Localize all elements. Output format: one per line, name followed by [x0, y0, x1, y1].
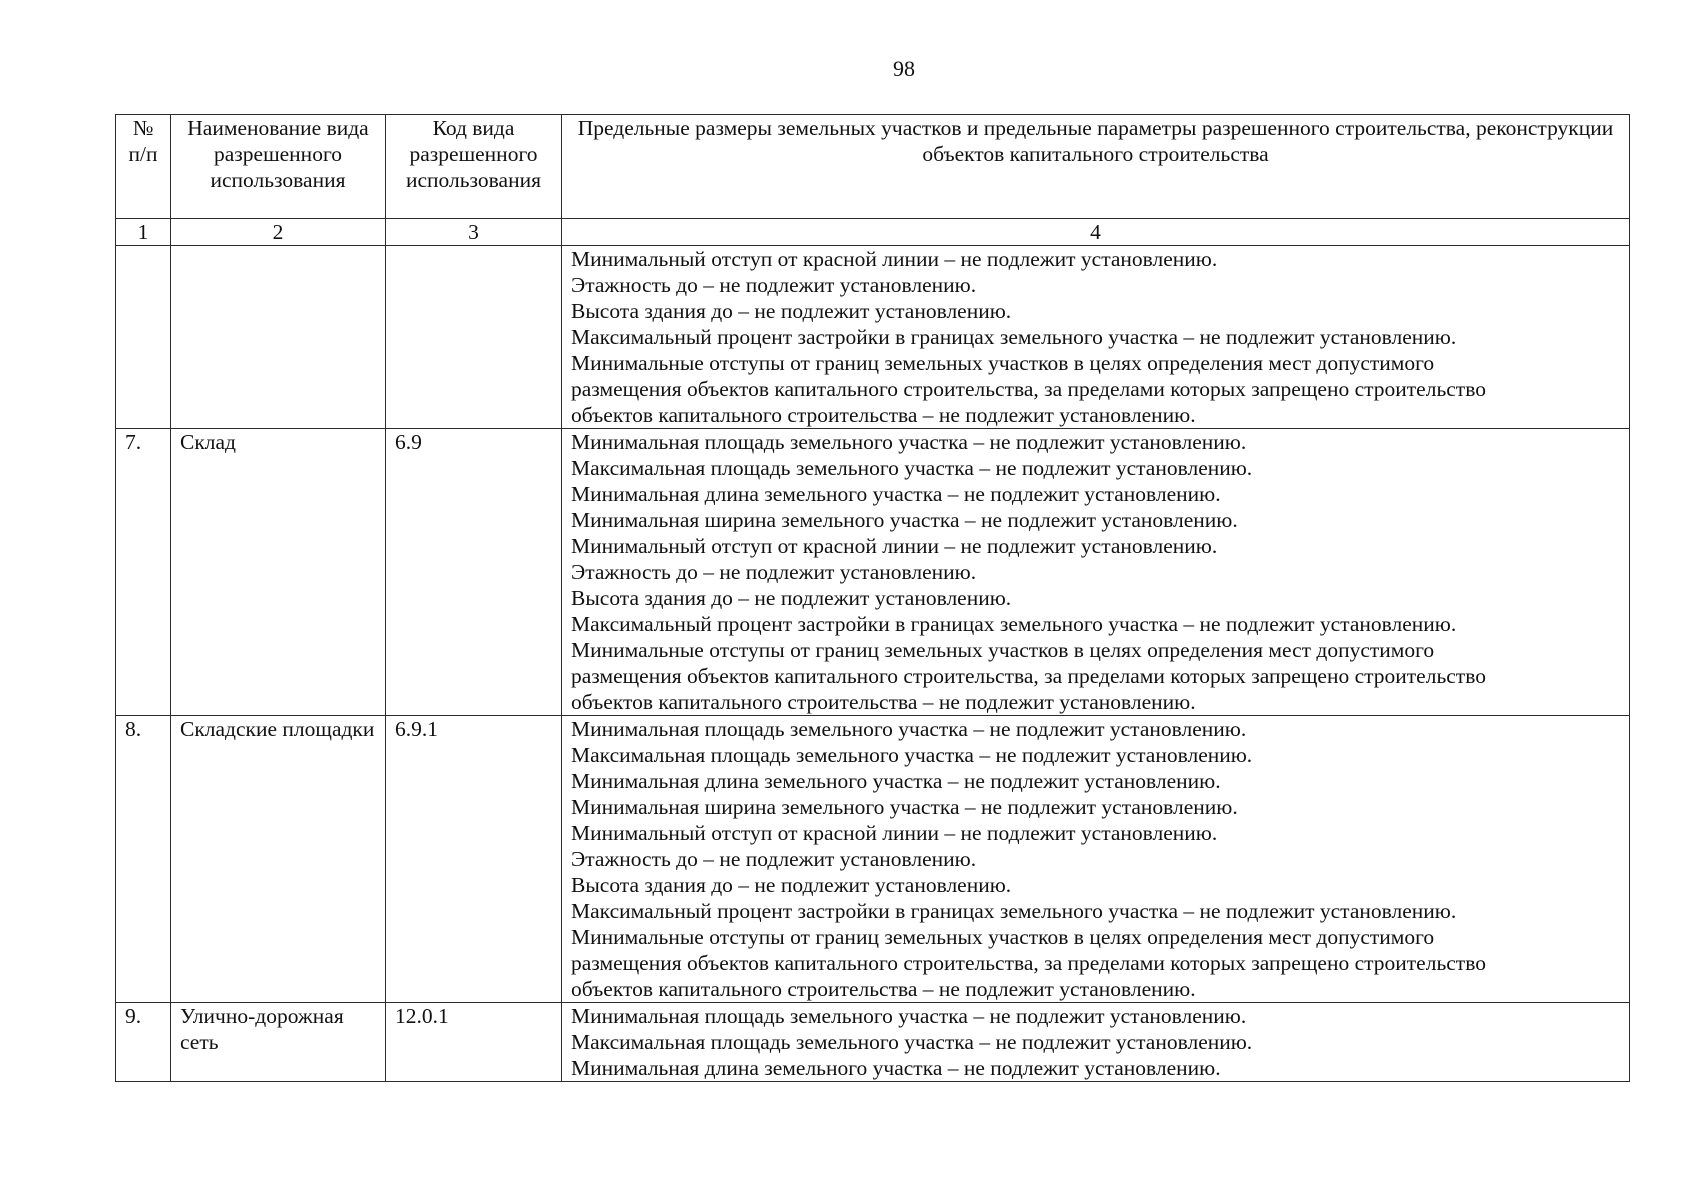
- parameter-line: Максимальный процент застройки в границах земельного участка – не подлежит установлению.: [571, 325, 1457, 349]
- row-use-code: 6.9.1: [386, 716, 562, 1003]
- column-number: 2: [171, 219, 386, 246]
- parameter-line: Максимальная площадь земельного участка – не подлежит установлению.: [571, 743, 1253, 767]
- row-use-name: [171, 246, 386, 429]
- parameter-line: Минимальная ширина земельного участка – не подлежит установлению.: [571, 795, 1238, 819]
- parameter-line: размещения объектов капитального строительства, за пределами которых запрещено строительство: [571, 951, 1486, 975]
- parameter-line: объектов капитального строительства – не подлежит установлению.: [571, 690, 1196, 714]
- header-use-code: Код вида разрешенного использования: [386, 115, 562, 219]
- column-number-row: [116, 219, 1630, 246]
- header-parameters: Предельные размеры земельных участков и предельные параметры разрешенного строительства, реконструкции объектов капитального строительства: [562, 115, 1630, 219]
- parameter-line: Минимальная ширина земельного участка – не подлежит установлению.: [571, 508, 1238, 532]
- column-number: 1: [116, 219, 171, 246]
- row-use-name: Складские площадки: [171, 716, 386, 1003]
- table-row: [116, 429, 1630, 716]
- row-use-name: Склад: [171, 429, 386, 716]
- parameter-line: объектов капитального строительства – не подлежит установлению.: [571, 403, 1196, 427]
- column-number: 4: [562, 219, 1630, 246]
- parameter-line: Минимальная длина земельного участка – не подлежит установлению.: [571, 769, 1221, 793]
- parameter-line: Минимальная площадь земельного участка – не подлежит установлению.: [571, 717, 1247, 741]
- table-row: [116, 1003, 1630, 1082]
- parameter-line: Минимальные отступы от границ земельных участков в целях определения мест допустимого: [571, 638, 1435, 662]
- parameter-line: Минимальные отступы от границ земельных участков в целях определения мест допустимого: [571, 925, 1435, 949]
- header-use-name: Наименование вида разрешенного использования: [171, 115, 386, 219]
- row-number: 8.: [116, 716, 171, 1003]
- parameter-line: Этажность до – не подлежит установлению.: [571, 560, 977, 584]
- parameter-line: Максимальная площадь земельного участка – не подлежит установлению.: [571, 1030, 1253, 1054]
- parameter-line: размещения объектов капитального строительства, за пределами которых запрещено строительство: [571, 377, 1486, 401]
- row-use-name: Улично-дорожная сеть: [171, 1003, 386, 1082]
- row-number: [116, 246, 171, 429]
- row-use-code: [386, 246, 562, 429]
- row-parameters: [562, 429, 1630, 716]
- parameter-line: размещения объектов капитального строительства, за пределами которых запрещено строительство: [571, 664, 1486, 688]
- parameter-line: Минимальная площадь земельного участка – не подлежит установлению.: [571, 1004, 1247, 1028]
- row-number: 7.: [116, 429, 171, 716]
- parameter-line: Минимальный отступ от красной линии – не подлежит установлению.: [571, 821, 1218, 845]
- parameter-line: Высота здания до – не подлежит установлению.: [571, 586, 1012, 610]
- row-number: 9.: [116, 1003, 171, 1082]
- table-row: [116, 246, 1630, 429]
- parameter-line: Максимальная площадь земельного участка – не подлежит установлению.: [571, 456, 1253, 480]
- parameter-line: Минимальный отступ от красной линии – не подлежит установлению.: [571, 534, 1218, 558]
- page-number: 98: [893, 56, 915, 81]
- row-use-code: 6.9: [386, 429, 562, 716]
- column-number: 3: [386, 219, 562, 246]
- row-parameters: [562, 1003, 1630, 1082]
- row-parameters: [562, 246, 1630, 429]
- row-use-code: 12.0.1: [386, 1003, 562, 1082]
- row-parameters: [562, 716, 1630, 1003]
- parameter-line: Минимальная длина земельного участка – не подлежит установлению.: [571, 1056, 1221, 1080]
- table-header-row: [116, 115, 1630, 219]
- header-number: № п/п: [116, 115, 171, 219]
- parameter-line: Минимальные отступы от границ земельных участков в целях определения мест допустимого: [571, 351, 1435, 375]
- parameter-line: Минимальная длина земельного участка – не подлежит установлению.: [571, 482, 1221, 506]
- parameter-line: Максимальный процент застройки в границах земельного участка – не подлежит установлению.: [571, 899, 1457, 923]
- parameter-line: Высота здания до – не подлежит установлению.: [571, 299, 1012, 323]
- parameter-line: Максимальный процент застройки в границах земельного участка – не подлежит установлению.: [571, 612, 1457, 636]
- parameter-line: Этажность до – не подлежит установлению.: [571, 847, 977, 871]
- parameter-line: Минимальный отступ от красной линии – не подлежит установлению.: [571, 247, 1218, 271]
- regulations-table: [115, 114, 1630, 1082]
- parameter-line: Этажность до – не подлежит установлению.: [571, 273, 977, 297]
- parameter-line: Минимальная площадь земельного участка – не подлежит установлению.: [571, 430, 1247, 454]
- parameter-line: Высота здания до – не подлежит установлению.: [571, 873, 1012, 897]
- table-row: [116, 716, 1630, 1003]
- parameter-line: объектов капитального строительства – не подлежит установлению.: [571, 977, 1196, 1001]
